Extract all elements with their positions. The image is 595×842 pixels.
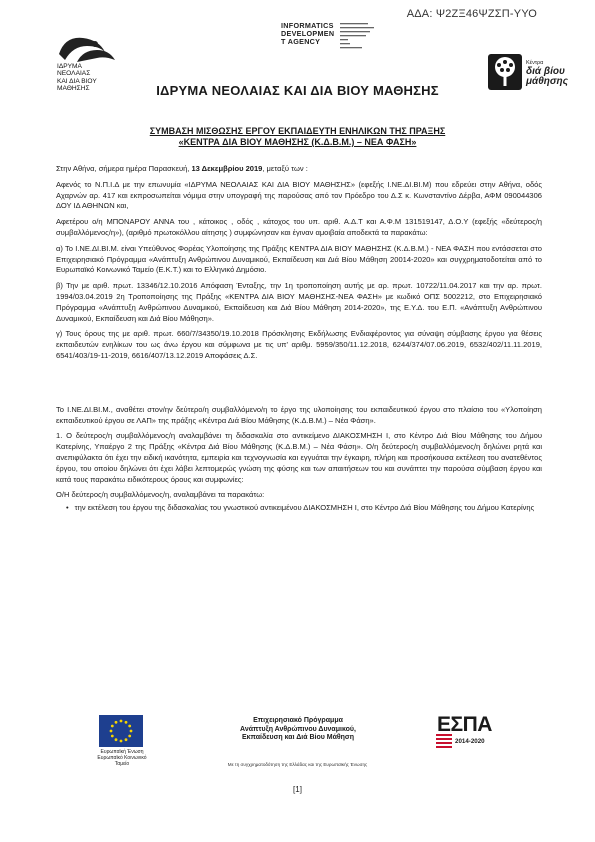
intro-text-end: , μεταξύ των : [262,164,308,173]
page-footer [0,715,595,775]
logo-text-line: ΚΑΙ ΔΙΑ ΒΙΟΥ [57,77,97,85]
intro-text: Στην Αθήνα, σήμερα ημέρα Παρασκευή, [56,164,192,173]
page-number: [1] [293,785,302,794]
infodev-logo [281,22,334,47]
espa-word: ΕΣΠΑ [437,713,492,736]
ep-line: Εκπαίδευση και Διά Βίου Μάθηση [241,734,355,742]
contract-body [56,164,542,514]
life-text-big: μάθησης [526,76,568,87]
obligations-heading: Ο/Η δεύτερος/η συμβαλλόμενος/η, αναλαμβάνει τα παρακάτω: [56,490,265,500]
logo-text-line: ΜΑΘΗΣΗΣ [57,85,90,93]
ada-code: ΑΔΑ: Ψ2ΖΞ46ΨΖΣΠ-ΥΥΟ [406,8,537,20]
operational-programme-text [218,717,378,743]
spacer [56,367,542,405]
logo-text-line: ΙΔΡΥΜΑ [57,63,82,70]
intro-date: 13 Δεκεμβρίου 2019 [191,164,263,173]
eu-stars-icon [99,715,143,747]
assignment-paragraph: Το Ι.ΝΕ.ΔΙ.ΒΙ.Μ., αναθέτει στον/ην δεύτερο/η συμβαλλόμενο/η το έργο της υλοποίησης του εκπαιδευτικού έργου στο πλαίσιο του «Υλοποίηση εκπαιδευτικού έργου σε ΛΑΠ» της πράξης «Κέντρα Διά Βίου Μάθησης (Κ.Δ.Β.Μ.) – Νέα Φάση». [56,404,542,425]
article-1: 1. Ο δεύτερος/η συμβαλλόμενος/η αναλαμβάνει τη διδασκαλία στο αντικείμενο ΔΙΑΚΟΣΜΗΣΗ Ι, στο Κέντρο Διά Βίου Μάθησης του Δήμου Κατερίνης, Υπαέργο 2 της Πράξης «Κέντρα Διά Βίου Μάθησης (Κ.Δ.Β.Μ.) – Νέα Φάση». Ο/η δεύτερος/η συμβαλλόμενος/η δηλώνει ρητά και ανεπιφύλακτα ότι έχει την ειδική ικανότητα, εμπειρία και τεχνογνωσία και εγγυάται την έγκαιρη, πλήρη και προσήκουσα εκτέλεση του ανατεθέντος έργου, του οποίου δηλώνει ότι έχει λάβει λεπτομερώς γνώση της φύσης και των απαιτήσεων του και συνάπτει την παρούσα σύμβαση έργου και κατά τους παρακάτω ειδικότερους όρους και συμφωνίες: [56,431,542,484]
infodev-line: DEVELOPMEN [281,29,335,39]
eu-label-line: Ευρωπαϊκό Κοινωνικό Ταμείο [97,755,147,767]
bullet-icon: • [66,503,69,513]
page-header [0,20,595,93]
party-b-paragraph: Αφετέρου ο/η ΜΠΟΝΑΡΟΥ ΑΝΝΑ του , κάτοικος , οδός , κάτοχος του υπ. αριθ. Α.Δ.Τ και Α.Φ.Μ 131519147, Δ.Ο.Υ (εφεξής «δεύτερος/η συμβαλλόμενος/η»), (αριθμό πρωτοκόλλου αίτησης ) συμφώνησαν και έγιναν αμοιβαία αποδεκτά τα παρακάτω: [56,217,542,237]
list-item [56,503,542,514]
cofunding-note: Με τη συγχρηματοδότηση της Ελλάδας και της Ευρωπαϊκής Ένωσης [227,762,368,767]
espa-years: 2014-2020 [455,738,485,745]
party-a-paragraph: Αφενός το Ν.Π.Ι.Δ με την επωνυμία «ΙΔΡΥΜΑ ΝΕΟΛΑΙΑΣ ΚΑΙ ΔΙΑ ΒΙΟΥ ΜΑΘΗΣΗΣ» (εφεξής Ι.ΝΕ.ΔΙ.ΒΙ.Μ) που εδρεύει στην Αθήνα, οδός Αχαρνών αρ. 417 και εκπροσωπείται νόμιμα στην υπογραφή της παρούσας από τον Πρόεδρο του Δ.Σ κ. Κωνσταντίνο Δέρβα, ΑΦΜ 090044306 ΔΟΥ ΙΔ ΑΘΗΝΩΝ και, [56,179,542,211]
clause-c: γ) Τους όρους της με αριθ. πρωτ. 660/7/34350/19.10.2018 Πρόσκλησης Εκδήλωσης Ενδιαφέροντος για σύναψη σύμβασης έργου για θέσεις εκπαιδευτών ενηλίκων του ως άνω έργου και σύμφωνα με τις υπ' αριθμ. 5959/350/11.12.2018, 6244/374/07.06.2019, 6532/402/11.11.2019, 6541/403/19-11-2019, 6616/407/13.12.2019 Αποφάσεις Δ.Σ. [56,329,542,360]
infodev-line: T AGENCY [281,37,321,47]
ep-line: Ανάπτυξη Ανθρώπινου Δυναμικού, [240,725,356,733]
list-item-text: την εκτέλεση του έργου της διδασκαλίας του γνωστικού αντικειμένου ΔΙΑΚΟΣΜΗΣΗ Ι, στο Κέντρο Διά Βίου Μάθησης του Δήμου Κατερίνης [74,503,535,513]
clause-b: β) Την με αριθ. πρωτ. 13346/12.10.2016 Απόφαση Ένταξης, την 1η τροποποίηση αυτής με αρ. πρωτ. 10722/11.04.2017 και την αρ. πρωτ. 1994/03.04.2019 2η Τροποποίησης της Πράξης «ΚΕΝΤΡΑ ΔΙΑ ΒΙΟΥ ΜΑΘΗΣΗΣ-ΝΕΑ ΦΑΣΗ» με κωδικό ΟΠΣ 5002212, στο Επιχειρησιακό Πρόγραμμα «Ανάπτυξη Ανθρώπινου Δυναμικού, Εκπαίδευση και Διά Βίου Μάθηση 2014-2020», της Ε.Υ.Δ. του Ε.Π. «Ανάπτυξη Ανθρώπινου Δυναμικού, Εκπαίδευση και Διά Βίου Μάθηση». [56,281,542,323]
infodev-line: INFORMATICS [281,21,334,30]
ep-line: Επιχειρησιακό Πρόγραμμα [253,717,343,724]
contract-title-line2: «ΚΕΝΤΡΑ ΔΙΑ ΒΙΟΥ ΜΑΘΗΣΗΣ (Κ.Δ.Β.Μ.) – ΝΕΑ ΦΑΣΗ» [178,137,417,147]
logo-text-line: ΝΕΟΛΑΙΑΣ [57,70,91,78]
eu-label-line: Ευρωπαϊκή Ένωση [100,749,144,755]
organization-title: ΙΔΡΥΜΑ ΝΕΟΛΑΙΑΣ ΚΑΙ ΔΙΑ ΒΙΟΥ ΜΑΘΗΣΗΣ [156,83,439,98]
contract-title-line1: ΣΥΜΒΑΣΗ ΜΙΣΘΩΣΗΣ ΕΡΓΟΥ ΕΚΠΑΙΔΕΥΤΗ ΕΝΗΛΙΚΩΝ ΤΗΣ ΠΡΑΞΗΣ [149,126,446,136]
intro-paragraph [56,164,542,175]
clause-a: α) Το Ι.ΝΕ.ΔΙ.ΒΙ.Μ. είναι Υπεύθυνος Φορέας Υλοποίησης της Πράξης ΚΕΝΤΡΑ ΔΙΑ ΒΙΟΥ ΜΑΘΗΣΗΣ (Κ.Δ.Β.Μ.) - ΝΕΑ ΦΑΣΗ που εντάσσεται στο Επιχειρησιακό Πρόγραμμα «Ανάπτυξη Ανθρώπινου Δυναμικού, Εκπαίδευση και Διά Βίου Μάθηση 20014-2020» και συγχρηματοδοτείται από το Ευρωπαϊκό Κοινωνικό Ταμείο (Ε.Κ.Τ.) και το Ελληνικό Δημόσιο. [56,243,542,275]
infodev-small-print [340,22,380,50]
life-text-big: διά βίου [526,66,565,77]
life-text-small: Κέντρα [526,60,544,66]
contract-title [0,126,595,148]
eu-flag-icon [99,715,143,747]
